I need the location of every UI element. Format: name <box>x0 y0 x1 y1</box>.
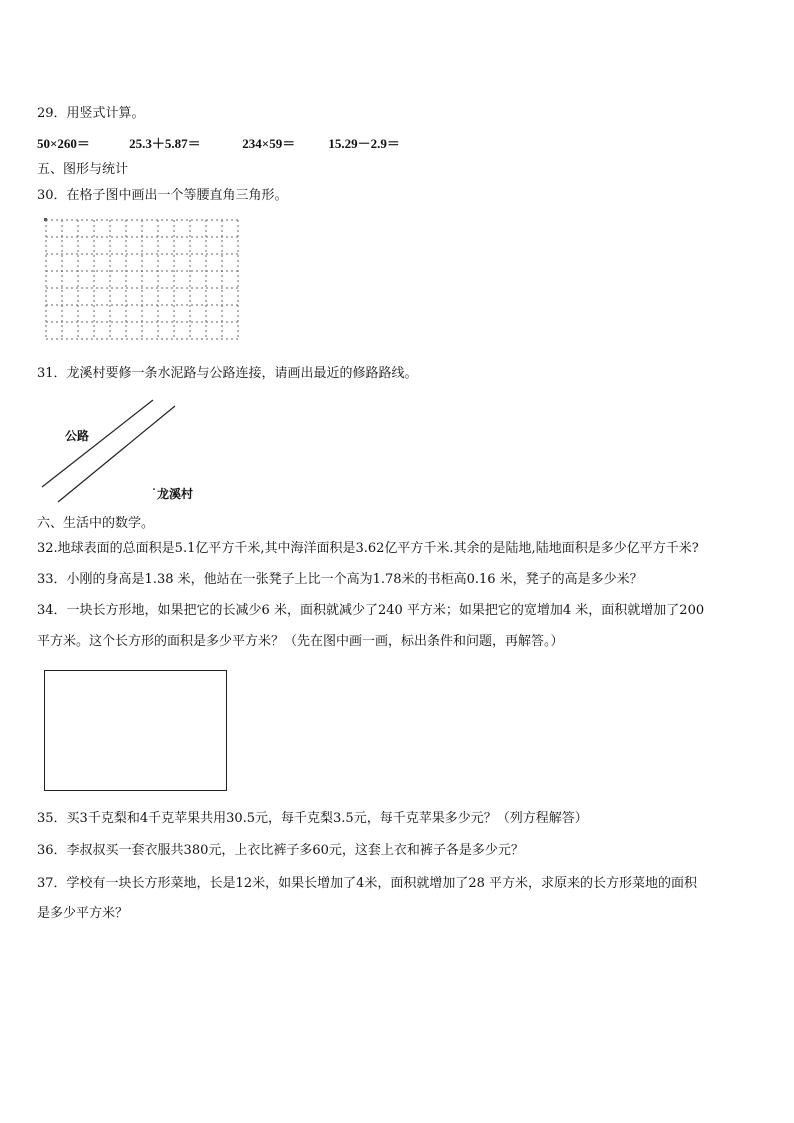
q34-text-line-1: 34．一块长方形地，如果把它的长减少6 米，面积就减少了240 平方米；如果把它的宽增加4 米，面积就增加了200 <box>37 603 705 618</box>
q36-text: 36．李叔叔买一套衣服共380元，上衣比裤子多60元，这套上衣和裤子各是多少元？ <box>37 843 524 858</box>
q31-title: 31．龙溪村要修一条水泥路与公路连接，请画出最近的修路路线。 <box>37 366 418 381</box>
q33-text: 33．小刚的身高是1.38 米，他站在一张凳子上比一个高为1.78米的书柜高0.16 米，凳子的高是多少米？ <box>37 572 643 587</box>
road-label: 公路 <box>65 429 90 443</box>
section-6-heading: 六、生活中的数学。 <box>37 516 155 531</box>
q34-drawing-rectangle <box>44 670 227 791</box>
q29-item-1: 50×260＝ <box>37 136 90 151</box>
road-line-1 <box>42 400 153 487</box>
q29-title: 29．用竖式计算。 <box>37 106 145 121</box>
dotted-grid <box>44 218 240 342</box>
village-label: ˙龙溪村 <box>151 487 194 501</box>
q37-text-line-1: 37．学校有一块长方形菜地，长是12米，如果长增加了4米，面积就增加了28 平方米，求原来的长方形菜地的面积 <box>37 876 698 891</box>
q29-item-4: 15.29－2.9＝ <box>328 136 400 151</box>
q32-text: 32.地球表面的总面积是5.1亿平方千米,其中海洋面积是3.62亿平方千米.其余的是陆地,陆地面积是多少亿平方千米? <box>37 541 699 556</box>
q37-text-line-2: 是多少平方米？ <box>37 906 129 921</box>
q29-calc-row <box>37 136 400 153</box>
section-5-heading: 五、图形与统计 <box>37 162 129 177</box>
q29-item-3: 234×59＝ <box>242 136 296 151</box>
q35-text: 35．买3千克梨和4千克苹果共用30.5元，每千克梨3.5元，每千克苹果多少元？（列方程解答） <box>37 811 588 826</box>
q29-item-2: 25.3＋5.87＝ <box>129 136 201 151</box>
q30-title: 30．在格子图中画出一个等腰直角三角形。 <box>37 188 288 203</box>
q34-text-line-2: 平方米。这个长方形的面积是多少平方米？（先在图中画一画，标出条件和问题，再解答。） <box>37 634 564 649</box>
